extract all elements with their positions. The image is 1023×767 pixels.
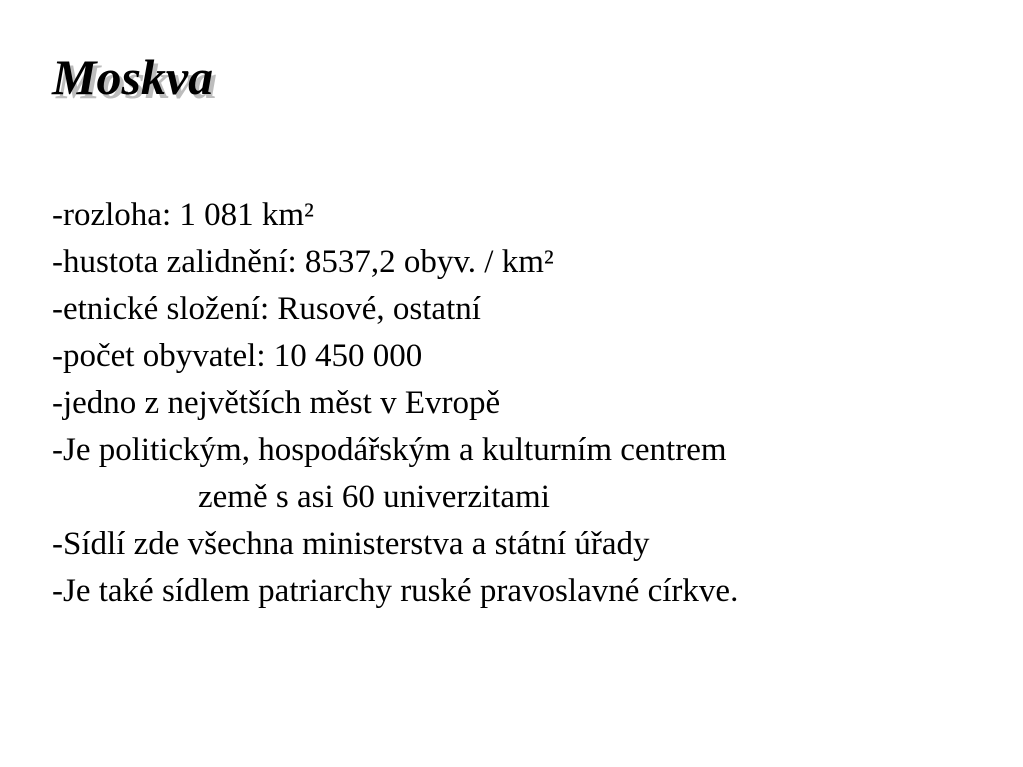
slide-content	[52, 192, 1002, 615]
text-line-center: -Je politickým, hospodářským a kulturním centrem	[52, 432, 727, 468]
text-line-largest-city: -jedno z největších měst v Evropě	[52, 385, 501, 421]
text-line-universities: země s asi 60 univerzitami	[198, 479, 550, 515]
text-line-patriarch: -Je také sídlem patriarchy ruské pravoslavné církve.	[52, 573, 739, 609]
slide-title: Moskva	[52, 49, 214, 105]
text-line-ministries: -Sídlí zde všechna ministerstva a státní úřady	[52, 526, 650, 562]
text-line-area: -rozloha: 1 081 km²	[52, 197, 314, 233]
text-line-density: -hustota zalidnění: 8537,2 obyv. / km²	[52, 244, 554, 280]
text-line-population: -počet obyvatel: 10 450 000	[52, 338, 423, 374]
text-line-ethnic: -etnické složení: Rusové, ostatní	[52, 291, 481, 327]
